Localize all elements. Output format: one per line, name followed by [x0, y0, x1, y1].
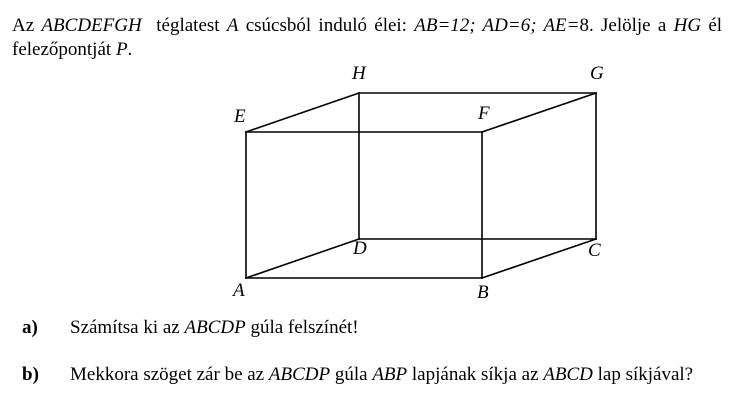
- vertex-label-a: A: [233, 280, 245, 301]
- question-text-part: ABCDP: [184, 317, 246, 338]
- question-text-part: lap síkjával?: [592, 364, 694, 385]
- question-label: a): [22, 317, 38, 338]
- problem-text-part: .: [127, 39, 133, 60]
- problem-text-part: él felezőpontját: [12, 15, 727, 60]
- question-text-part: lapjának síkja az: [407, 364, 544, 385]
- question-label: b): [22, 364, 39, 385]
- question-text-part: ABCDP: [268, 364, 331, 385]
- question-text: [70, 363, 722, 387]
- problem-text-part: P: [115, 39, 128, 60]
- vertex-label-e: E: [234, 106, 246, 127]
- problem-text-part: téglatest: [141, 15, 227, 36]
- question-text-part: Mekkora szöget zár be az: [70, 364, 269, 385]
- question-b: [22, 363, 722, 387]
- problem-text-part: Az: [12, 15, 42, 36]
- problem-text-part: ABCDEFGH: [41, 15, 142, 36]
- problem-text-part: A: [226, 15, 239, 36]
- edge-eh: [246, 93, 359, 132]
- question-text-part: Számítsa ki az: [70, 317, 185, 338]
- question-a: [22, 316, 722, 340]
- vertex-label-f: F: [478, 103, 490, 124]
- edge-fg: [482, 93, 596, 132]
- problem-text-part: 8. Jelölje a: [579, 15, 674, 36]
- question-text-part: ABCD: [543, 364, 593, 385]
- question-text: [70, 316, 722, 340]
- edge-ad: [246, 239, 359, 278]
- question-text-part: gúla: [330, 364, 373, 385]
- question-text-part: gúla felszínét!: [245, 317, 359, 338]
- edge-bc: [482, 239, 596, 278]
- problem-text-part: csúcsból induló élei:: [238, 15, 415, 36]
- problem-text-part: HG: [673, 15, 702, 36]
- vertex-label-h: H: [352, 63, 366, 84]
- problem-text-part: AB=12; AD=6; AE=: [414, 15, 580, 36]
- vertex-label-g: G: [590, 63, 604, 84]
- vertex-label-c: C: [588, 240, 601, 261]
- question-text-part: ABP: [372, 364, 408, 385]
- vertex-label-d: D: [353, 238, 367, 259]
- vertex-label-b: B: [477, 282, 489, 303]
